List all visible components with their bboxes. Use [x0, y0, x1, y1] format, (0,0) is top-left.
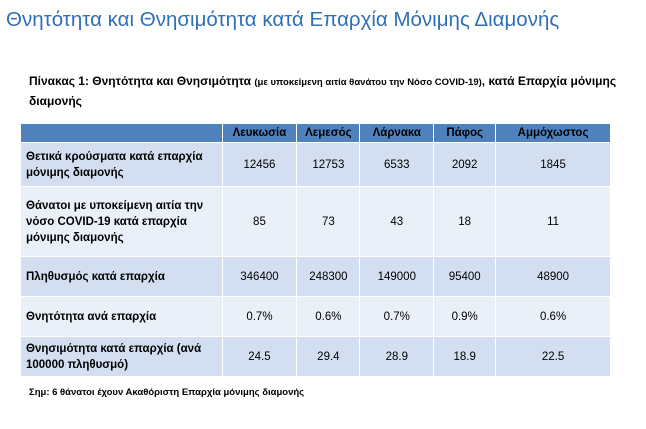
caption-lead: Πίνακας 1: Θνητότητα και Θνησιμότητα — [29, 74, 255, 88]
table-cell: 18 — [434, 187, 496, 257]
table-cell: 346400 — [222, 257, 297, 297]
table-cell: 11 — [496, 187, 611, 257]
caption-tail: , κατά Επαρχία μόνιμης διαμονής — [29, 74, 617, 108]
column-header: Αμμόχωστος — [496, 124, 611, 143]
table-cell: 0.7% — [222, 297, 297, 337]
table-header-row — [21, 124, 611, 143]
header-corner — [21, 124, 223, 143]
row-label: Θνησιμότητα κατά επαρχία (ανά 100000 πληθυσμό) — [21, 337, 223, 377]
statistics-table — [20, 123, 611, 377]
table-cell: 0.6% — [496, 297, 611, 337]
column-header: Πάφος — [434, 124, 496, 143]
table-row — [21, 337, 611, 377]
table-cell: 0.9% — [434, 297, 496, 337]
table-caption — [29, 72, 634, 111]
table-cell: 6533 — [360, 143, 434, 187]
table-cell: 43 — [360, 187, 434, 257]
table-row — [21, 297, 611, 337]
table-cell: 29.4 — [297, 337, 360, 377]
column-header: Λεμεσός — [297, 124, 360, 143]
table-cell: 1845 — [496, 143, 611, 187]
table-cell: 12753 — [297, 143, 360, 187]
table-row — [21, 187, 611, 257]
row-label: Θάνατοι με υποκείμενη αιτία την νόσο COVID-19 κατά επαρχία μόνιμης διαμονής — [21, 187, 223, 257]
table-cell: 149000 — [360, 257, 434, 297]
page-title: Θνητότητα και Θνησιμότητα κατά Επαρχία Μόνιμης Διαμονής — [6, 8, 560, 31]
table-cell: 24.5 — [222, 337, 297, 377]
table-cell: 28.9 — [360, 337, 434, 377]
table-cell: 0.6% — [297, 297, 360, 337]
table-cell: 95400 — [434, 257, 496, 297]
table-cell: 248300 — [297, 257, 360, 297]
table-cell: 0.7% — [360, 297, 434, 337]
table-cell: 22.5 — [496, 337, 611, 377]
caption-parenthetical: (με υποκείμενη αιτία θανάτου την Νόσο COVID-19) — [254, 77, 482, 88]
table-cell: 85 — [222, 187, 297, 257]
table-cell: 48900 — [496, 257, 611, 297]
table-row — [21, 257, 611, 297]
table-cell: 18.9 — [434, 337, 496, 377]
table-cell: 12456 — [222, 143, 297, 187]
column-header: Λάρνακα — [360, 124, 434, 143]
footnote: Σημ: 6 θάνατοι έχουν Ακαθόριστη Επαρχία μόνιμης διαμονής — [29, 387, 305, 398]
row-label: Πληθυσμός κατά επαρχία — [21, 257, 223, 297]
table-cell: 2092 — [434, 143, 496, 187]
table-cell: 73 — [297, 187, 360, 257]
row-label: Θετικά κρούσματα κατά επαρχία μόνιμης διαμονής — [21, 143, 223, 187]
column-header: Λευκωσία — [222, 124, 297, 143]
row-label: Θνητότητα ανά επαρχία — [21, 297, 223, 337]
table-row — [21, 143, 611, 187]
